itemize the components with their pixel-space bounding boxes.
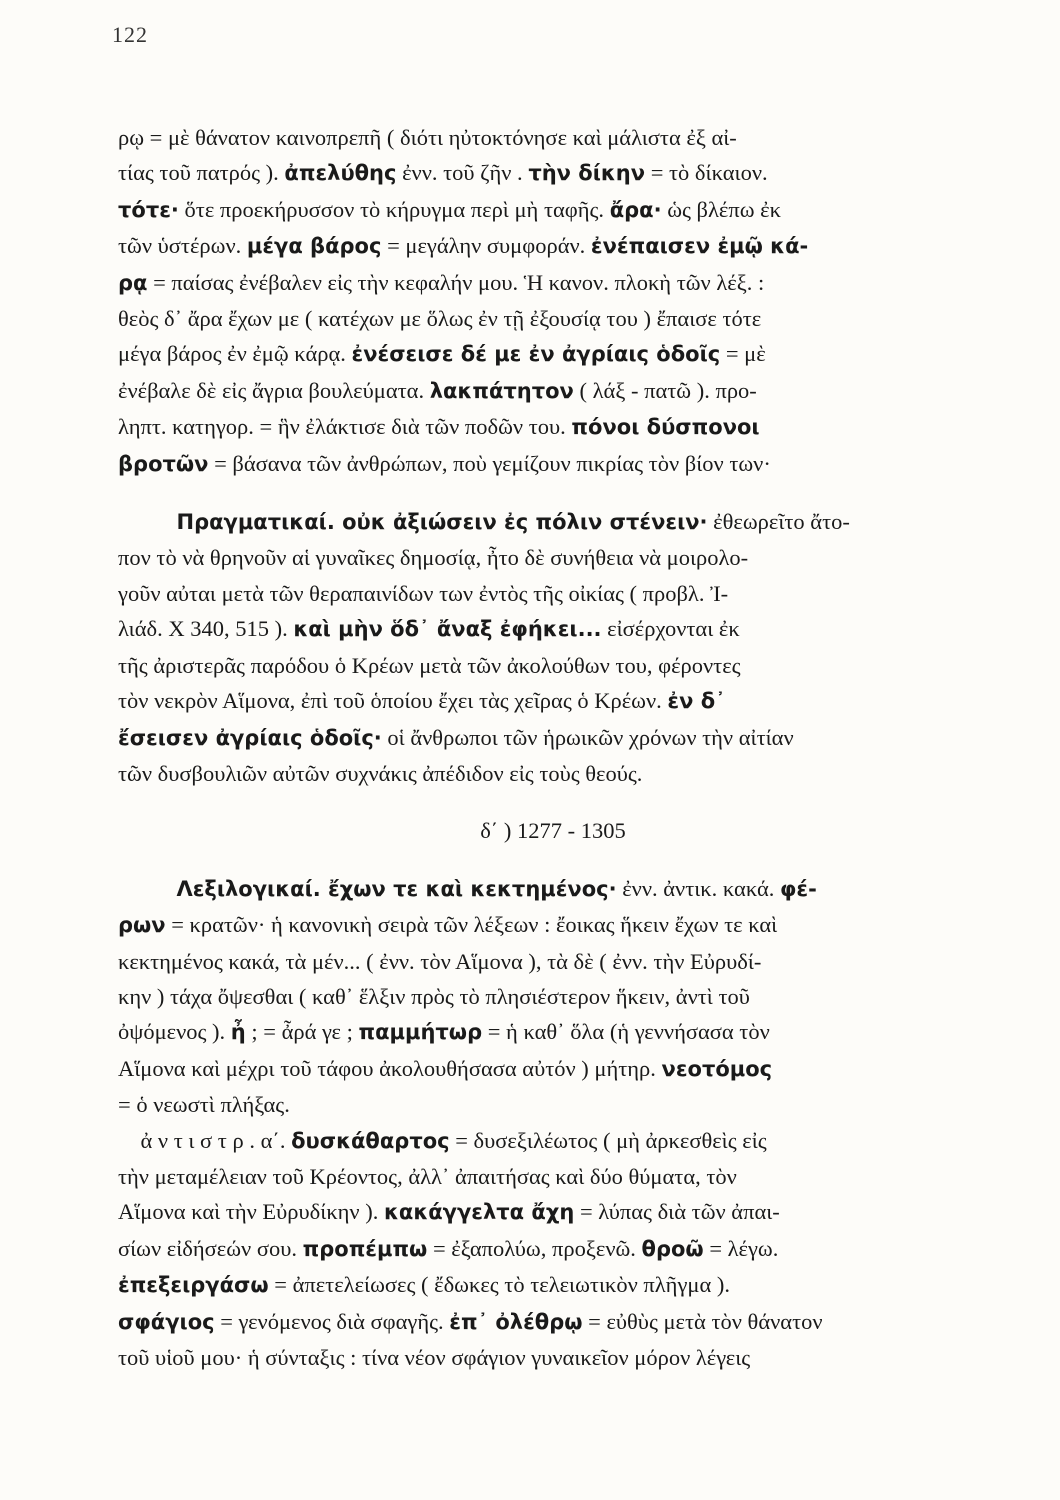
text-run: = λέγω. (703, 1235, 779, 1261)
page-number: 122 (112, 22, 148, 47)
text-line (118, 504, 968, 540)
text-run: ὀψόμενος ). (118, 1019, 231, 1045)
text-run: = μεγάλην συμφοράν. (381, 233, 591, 259)
lemma-term: βροτῶν (118, 451, 209, 476)
text-line (118, 373, 968, 409)
text-run: = γενόμενος διὰ σφαγῆς. (214, 1308, 450, 1334)
text-run: θεὸς δ᾽ ἄρα ἔχων με ( κατέχων με ὅλως ἐν τῇ ἐξουσίᾳ του ) ἔπαισε τότε (118, 306, 762, 332)
text-line (118, 192, 968, 228)
text-line (118, 1267, 968, 1303)
lemma-term: ἐνέπαισεν ἐμῷ κά- (590, 234, 809, 259)
text-run: = τὸ δίκαιον. (645, 160, 768, 186)
text-run: τὴν μεταμέλειαν τοῦ Κρέοντος, ἀλλ᾽ ἀπαιτήσας καὶ δύο θύματα, τὸν (118, 1163, 737, 1189)
text-line (118, 756, 968, 791)
text-line (118, 409, 968, 445)
text-line (118, 540, 968, 575)
text-run: ἐνν. ἀντικ. κακά. (616, 875, 780, 901)
text-line (118, 1014, 968, 1050)
lemma-term: ἐν δ᾽ (667, 689, 726, 714)
text-run: ἐθεωρεῖτο ἄτο- (707, 509, 850, 535)
text-line (118, 155, 968, 191)
text-line (118, 1340, 968, 1375)
lemma-term: οὐκ ἀξιώσειν ἐς πόλιν στένειν· (342, 510, 708, 535)
text-line (118, 944, 968, 979)
text-run: τῆς ἀριστερᾶς παρόδου ὁ Κρέων μετὰ τῶν ἀκολούθων του, φέροντες (118, 652, 741, 678)
text-run: κεκτημένος κακά, τὰ μέν... ( ἐνν. τὸν Αἵμονα ), τὰ δὲ ( ἐνν. τὴν Εὐρυδί- (118, 948, 762, 974)
text-line (118, 1159, 968, 1194)
lemma-term: λακπάτητον (429, 378, 574, 403)
text-run: γοῦν αὐται μετὰ τῶν θεραπαινίδων των ἐντὸς τῆς οἰκίας ( προβλ. Ἰ- (118, 580, 729, 606)
text-run: = κρατῶν· ἡ κανονικὴ σειρὰ τῶν λέξεων : ἔοικας ἥκειν ἔχων τε καὶ (165, 912, 778, 938)
text-run: ; = ἆρά γε ; (245, 1019, 359, 1045)
text-run: Αἵμονα καὶ τὴν Εὐρυδίκην ). (118, 1199, 384, 1225)
commentary-text (118, 120, 968, 1375)
text-run: = ἡ καθ᾽ ὅλα (ἡ γεννήσασα τὸν (482, 1019, 770, 1045)
text-line (118, 576, 968, 611)
text-line (118, 648, 968, 683)
lemma-term: Λεξιλογικαί. (118, 876, 329, 901)
lemma-term: τὴν δίκην (528, 161, 646, 186)
text-line (118, 228, 968, 264)
text-run: κην ) τάχα ὄψεσθαι ( καθ᾽ ἕλξιν πρὸς τὸ πλησιέστερον ἥκειν, ἀντὶ τοῦ (118, 983, 750, 1009)
text-line (118, 720, 968, 756)
text-run: = παίσας ἐνέβαλεν εἰς τὴν κεφαλήν μου. Ἡ κανον. πλοκὴ τῶν λέξ. : (147, 269, 765, 295)
text-run: σίων εἰδήσεών σου. (118, 1235, 303, 1261)
lemma-term: καὶ μὴν ὅδ᾽ ἄναξ ἐφήκει... (293, 617, 602, 642)
text-line (118, 1051, 968, 1087)
text-run: τῶν δυσβουλιῶν αὐτῶν συχνάκις ἀπέδιδον εἰς τοὺς θεούς. (118, 760, 643, 786)
paragraph-gap (118, 482, 968, 504)
text-run: = ὁ νεωστὶ πλήξας. (118, 1092, 290, 1118)
lemma-term: πόνοι δύσπονοι (571, 415, 760, 440)
text-run: οἱ ἄνθρωποι τῶν ἡρωικῶν χρόνων τὴν αἰτίαν (381, 724, 794, 750)
text-run: = λύπας διὰ τῶν ἀπαι- (574, 1199, 780, 1225)
section-heading: δ΄ ) 1277 - 1305 (480, 818, 626, 844)
lemma-term: δυσκάθαρτος (291, 1128, 450, 1153)
text-line (118, 1087, 968, 1122)
lemma-term: ἐνέσεισε δέ με ἐν ἀγρίαις ὁδοῖς (351, 342, 721, 367)
text-line (118, 907, 968, 943)
lemma-term: τότε· (118, 197, 179, 222)
text-line (118, 979, 968, 1014)
text-run: ἐνέβαλε δὲ εἰς ἄγρια βουλεύματα. (118, 377, 430, 403)
lemma-term: ἀπελύθης (284, 161, 397, 186)
text-line (118, 446, 968, 482)
text-run: τίας τοῦ πατρός ). (118, 160, 285, 186)
text-run: ἀ ν τ ι σ τ ρ . α΄. (118, 1127, 292, 1153)
lemma-term: φέ- (780, 876, 817, 901)
text-run: = ἀπετελείωσες ( ἔδωκες τὸ τελειωτικὸν πλῆγμα ). (268, 1272, 730, 1298)
text-run: = μὲ (720, 341, 766, 367)
lemma-term: παμμήτωρ (358, 1020, 483, 1045)
text-run: τὸν νεκρὸν Αἵμονα, ἐπὶ τοῦ ὁποίου ἔχει τὰς χεῖρας ὁ Κρέων. (118, 688, 668, 714)
lemma-term: ἦ (230, 1020, 246, 1045)
paragraph-gap (118, 849, 968, 871)
text-run: = εὐθὺς μετὰ τὸν θάνατον (582, 1308, 823, 1334)
text-run: ( λάξ - πατῶ ). προ- (573, 377, 757, 403)
text-run: λιάδ. Χ 340, 515 ). (118, 616, 294, 642)
text-line (118, 611, 968, 647)
text-line (118, 120, 968, 155)
lemma-term: σφάγιος (118, 1309, 215, 1334)
text-run: = ἐξαπολύω, προξενῶ. (427, 1235, 642, 1261)
text-run: = βάσανα τῶν ἀνθρώπων, ποὺ γεμίζουν πικρίας τὸν βίον των· (208, 450, 771, 476)
text-line (118, 265, 968, 301)
text-run: ὡς βλέπω ἐκ (661, 196, 781, 222)
text-line (118, 683, 968, 719)
lemma-term: θροῶ (641, 1236, 704, 1261)
text-line (118, 1231, 968, 1267)
text-run: ρῳ = μὲ θάνατον καινοπρεπῆ ( διότι ηὐτοκτόνησε καὶ μάλιστα ἐξ αἰ- (118, 125, 737, 150)
lemma-term: προπέμπω (302, 1236, 428, 1261)
text-run: ἐνν. τοῦ ζῆν . (396, 160, 529, 186)
text-run: πον τὸ νὰ θρηνοῦν αἱ γυναῖκες δημοσίᾳ, ἦτο δὲ συνήθεια νὰ μοιρολο- (118, 545, 749, 571)
text-run: Αἵμονα καὶ μέχρι τοῦ τάφου ἀκολουθήσασα αὐτόν ) μήτηρ. (118, 1055, 662, 1081)
text-run: = δυσεξιλέωτος ( μὴ ἀρκεσθεὶς εἰς (449, 1127, 767, 1153)
lemma-term: ἔσεισεν ἀγρίαις ὁδοῖς· (118, 725, 382, 750)
paragraph-gap (118, 791, 968, 813)
text-run: τοῦ υἱοῦ μου· ἡ σύνταξις : τίνα νέον σφάγιον γυναικεῖον μόρον λέγεις (118, 1345, 751, 1370)
lemma-term: μέγα βάρος (246, 234, 382, 259)
text-line (118, 336, 968, 372)
text-line (118, 1123, 968, 1159)
text-run: εἰσέρχονται ἐκ (601, 616, 740, 642)
text-line (118, 1194, 968, 1230)
text-run: ὅτε προεκήρυσσον τὸ κήρυγμα περὶ μὴ ταφῆς. (178, 196, 610, 222)
lemma-term: κακάγγελτα ἄχη (383, 1200, 575, 1225)
text-line (118, 1304, 968, 1340)
lemma-term: ρων (118, 913, 166, 938)
text-line (118, 871, 968, 907)
text-line (118, 301, 968, 336)
lemma-term: ἄρα· (609, 197, 662, 222)
lemma-term: ἐπ᾽ ὀλέθρῳ (449, 1309, 583, 1334)
text-run: ληπτ. κατηγορ. = ἣν ἐλάκτισε διὰ τῶν ποδῶν του. (118, 414, 572, 440)
lemma-term: ρᾳ (118, 270, 148, 295)
lemma-term: νεοτόμος (661, 1056, 773, 1081)
lemma-term: Πραγματικαί. (118, 510, 343, 535)
lemma-term: ἐπεξειργάσω (118, 1273, 269, 1298)
text-run: μέγα βάρος ἐν ἐμῷ κάρᾳ. (118, 341, 352, 367)
text-run: τῶν ὑστέρων. (118, 233, 247, 259)
lemma-term: ἔχων τε καὶ κεκτημένος· (328, 876, 617, 901)
